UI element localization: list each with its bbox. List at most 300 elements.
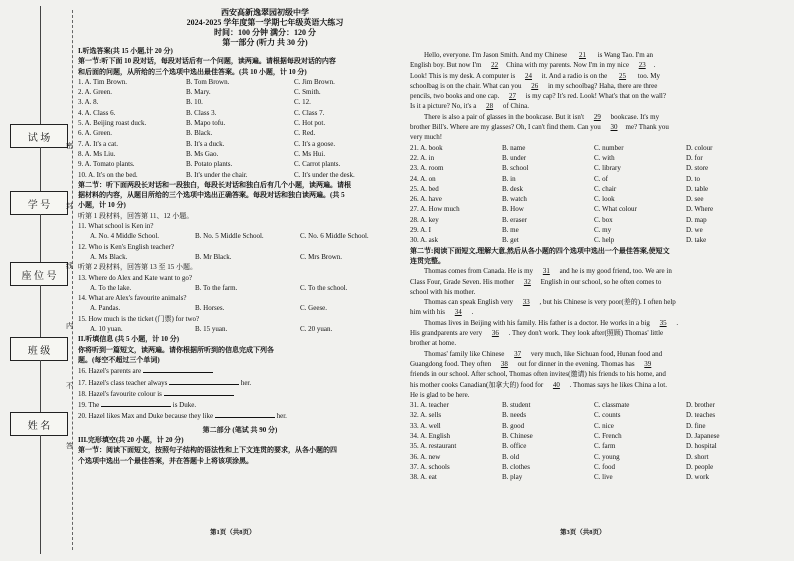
section-title: I.听选答案(共 15 小题,计 20 分) xyxy=(78,47,173,55)
section-directions: 第一节：阅读下面短文，按照句子结构的语法性和上下文连贯的要求，从各小题的四 xyxy=(78,446,337,455)
option[interactable]: C. What colour xyxy=(594,205,637,214)
passage-text: and he is my good friend, too. We are in xyxy=(559,267,672,276)
passage2-line xyxy=(410,277,782,287)
option[interactable]: 28. A. key xyxy=(410,215,439,224)
question-11: 11. What school is Ken in? xyxy=(78,222,154,231)
option[interactable]: 8. A. Ms Liu. xyxy=(78,149,116,158)
option[interactable]: D. brother xyxy=(686,401,715,410)
passage2-line xyxy=(410,369,782,379)
option[interactable]: C. To the school. xyxy=(300,283,348,292)
option-row xyxy=(410,410,782,420)
option[interactable]: 26. A. have xyxy=(410,195,442,204)
blank-number[interactable]: 34 xyxy=(454,308,462,317)
option[interactable]: C. No. 6 Middle School. xyxy=(300,232,369,241)
info-sidebar xyxy=(4,6,70,554)
option[interactable]: C. Jim Brown. xyxy=(294,77,335,86)
seal-char: 不 xyxy=(66,382,73,390)
blank-number[interactable]: 33 xyxy=(522,298,530,307)
option[interactable]: 1. A. Tim Brown. xyxy=(78,77,128,86)
question-row xyxy=(78,97,402,107)
exam-room-field[interactable] xyxy=(10,124,68,148)
option[interactable]: B. Ms Gao. xyxy=(186,149,219,158)
section-directions: 个选项中选出一个最佳答案，并在答题卡上将该项涂黑。 xyxy=(78,456,253,465)
option[interactable]: D. table xyxy=(686,184,709,193)
option[interactable]: C. look xyxy=(594,195,615,204)
passage2-line xyxy=(410,318,782,328)
option[interactable]: C. chair xyxy=(594,184,617,193)
section-directions: 第二节：听下面两段长对话和一段独白，每段长对话和独白后有几个小题，读两遍。请根 xyxy=(78,180,351,189)
exam-header xyxy=(160,8,370,48)
option-row xyxy=(410,215,782,225)
option[interactable]: C. 12. xyxy=(294,98,311,107)
passage2-line xyxy=(410,380,782,390)
options-21-30 xyxy=(410,143,782,246)
seat-number-label: 座 位 号 xyxy=(21,270,57,282)
option[interactable]: D. see xyxy=(686,195,704,204)
passage-text: , but his Chinese is very poor(差的). I often help xyxy=(539,298,676,307)
question-11-options xyxy=(78,231,402,241)
question-20 xyxy=(78,410,402,421)
option[interactable]: C. young xyxy=(594,452,620,461)
passage1-line xyxy=(410,81,782,91)
student-id-label: 学 号 xyxy=(27,199,51,211)
exam-time: 时间：100 分钟 满分：120 分 xyxy=(214,28,316,37)
option[interactable]: B. Mr Black. xyxy=(195,252,232,261)
passage2-line xyxy=(410,328,782,338)
passage-text: Thomas' family like Chinese xyxy=(424,349,505,358)
question-row xyxy=(78,170,402,180)
question-14-options xyxy=(78,303,402,313)
section-directions: 题。(每空不超过三个单词) xyxy=(78,355,160,364)
section-directions: 你将听到一篇短文，读两遍。请你根据所听到的信息完成下列各 xyxy=(78,345,274,354)
option[interactable]: D. Japanese xyxy=(686,431,720,440)
option[interactable]: D. short xyxy=(686,452,709,461)
option[interactable]: A. Pandas. xyxy=(90,304,121,313)
passage-text: too. My xyxy=(637,71,660,80)
passage2-line xyxy=(410,349,782,359)
option[interactable]: D. map xyxy=(686,215,707,224)
passage1-line: English boy. But now I'm 22 China with my parents. Now I'm in my nice 23 . xyxy=(410,61,656,70)
option[interactable]: 4. A. Class 6. xyxy=(78,108,116,117)
option[interactable]: 29. A. I xyxy=(410,226,431,235)
question-row xyxy=(78,87,402,97)
sidebar-line xyxy=(40,214,41,262)
option[interactable]: C. French xyxy=(594,431,622,440)
blank-number[interactable]: 29 xyxy=(593,112,601,121)
passage1-line xyxy=(410,122,782,132)
option[interactable]: D. work xyxy=(686,473,709,482)
section-title: II.听填信息 (共 5 小题，计 10 分) xyxy=(78,335,180,344)
passage-text: . xyxy=(676,318,679,327)
option[interactable]: B. eraser xyxy=(502,215,527,224)
question-row xyxy=(78,159,402,169)
option-row xyxy=(410,235,782,245)
option[interactable]: C. box xyxy=(594,215,613,224)
option[interactable]: 35. A. restaurant xyxy=(410,442,457,451)
question-17 xyxy=(78,377,402,388)
seal-line-text xyxy=(66,116,74,476)
passage2-line xyxy=(410,297,782,307)
section-directions: 第一节:听下面 10 段对话，每段对话后有一个问题，读两遍。请根据每段对话的内容 xyxy=(78,57,336,66)
option[interactable]: C. 20 yuan. xyxy=(300,325,333,334)
option[interactable]: A. Ms Black. xyxy=(90,252,128,261)
option[interactable]: B. Tom Brown. xyxy=(186,77,230,86)
option[interactable]: C. nice xyxy=(594,421,614,430)
option[interactable]: D. fine xyxy=(686,421,706,430)
option[interactable]: 36. A. new xyxy=(410,452,441,461)
blank-number[interactable]: 27 xyxy=(508,92,516,101)
option[interactable]: 10. A. It's on the bed. xyxy=(78,170,138,179)
option[interactable]: C. Smith. xyxy=(294,88,321,97)
blank-number[interactable]: 21 xyxy=(578,51,586,59)
option[interactable]: D. take xyxy=(686,236,707,245)
option[interactable]: 27. A. How much xyxy=(410,205,460,214)
option[interactable]: C. my xyxy=(594,226,612,235)
option[interactable]: 5. A. Beijing roast duck. xyxy=(78,119,147,128)
name-label: 姓 名 xyxy=(27,420,51,432)
page-footer-right: 第3页（共8页） xyxy=(560,529,606,536)
question-16 xyxy=(78,365,402,376)
option[interactable]: D. people xyxy=(686,462,714,471)
option[interactable]: B. clothes xyxy=(502,462,530,471)
seat-number-field[interactable] xyxy=(10,262,68,286)
passage-text: in my schoolbag? Haha, there are three xyxy=(547,81,658,90)
blank-number[interactable]: 23 xyxy=(638,61,646,70)
passage-text: pencils, two books and one cap. xyxy=(410,92,500,101)
option[interactable]: B. Class 3. xyxy=(186,108,217,117)
answer-blank[interactable] xyxy=(215,410,275,418)
seal-char: 密 xyxy=(66,142,73,150)
passage-text: English boy. But now I'm xyxy=(410,61,482,70)
exam-title: 2024-2025 学年度第一学期七年级英语大练习 xyxy=(186,18,344,27)
passage2-line xyxy=(410,359,782,369)
option[interactable]: 6. A. Green. xyxy=(78,129,113,138)
option[interactable]: D. Where xyxy=(686,205,714,214)
answer-blank[interactable] xyxy=(101,399,171,407)
section-title: III.完形填空(共 20 小题，计 20 分) xyxy=(78,435,184,444)
option[interactable]: C. number xyxy=(594,143,624,152)
option-row xyxy=(410,462,782,472)
option[interactable]: B. school xyxy=(502,164,529,173)
option[interactable]: 25. A. bed xyxy=(410,184,439,193)
option[interactable]: C. Geese. xyxy=(300,304,328,313)
option[interactable]: 34. A. English xyxy=(410,431,451,440)
passage2-line xyxy=(410,390,782,400)
option[interactable]: B. Mary. xyxy=(186,88,211,97)
option[interactable]: B. Potato plants. xyxy=(186,160,233,169)
option[interactable]: D. colour xyxy=(686,143,713,152)
answer-blank[interactable] xyxy=(169,377,239,385)
blank-number[interactable]: 25 xyxy=(619,71,627,80)
question-text: is Duke. xyxy=(172,401,197,410)
option-row xyxy=(410,441,782,451)
option[interactable]: C. It's a goose. xyxy=(294,139,336,148)
option-row xyxy=(410,143,782,153)
question-row xyxy=(78,149,402,159)
passage-text: Class Four, Grade Seven. His mother xyxy=(410,277,515,286)
passage-text: Look! This is my desk. A computer is xyxy=(410,71,516,80)
passage-text: There is also a pair of glasses in the bookcase. But it isn't xyxy=(424,112,585,121)
option[interactable]: C. Hot pot. xyxy=(294,119,326,128)
question-row xyxy=(78,139,402,149)
passage2-line xyxy=(410,287,782,297)
section-directions: 和后面的问题，从所给的三个选项中选出最佳答案。(共 10 小题，计 10 分) xyxy=(78,67,307,76)
option-row xyxy=(410,163,782,173)
option[interactable]: C. Carrot plants. xyxy=(294,160,341,169)
question-row xyxy=(78,128,402,138)
option[interactable]: 30. A. ask xyxy=(410,236,438,245)
name-field[interactable] xyxy=(10,412,68,436)
question-18 xyxy=(78,388,402,399)
option-row xyxy=(410,174,782,184)
blank-number[interactable]: 30 xyxy=(610,123,618,132)
option[interactable]: B. Black. xyxy=(186,129,213,138)
answer-blank[interactable] xyxy=(164,388,234,396)
class-label: 班 级 xyxy=(27,345,51,357)
option[interactable]: 2. A. Green. xyxy=(78,88,113,97)
option[interactable]: B. It's a duck. xyxy=(186,139,225,148)
seal-char: 内 xyxy=(66,322,73,330)
passage-text: school with his mother. xyxy=(410,287,476,296)
passage-text: him with his xyxy=(410,308,446,317)
option[interactable]: A. To the lake. xyxy=(90,283,132,292)
option[interactable]: B. No. 5 Middle School. xyxy=(195,232,264,241)
option-row xyxy=(410,421,782,431)
section-directions: 第二节:阅读下面短文,理解大意,然后从各小题的四个选项中选出一个最佳答案,使短文 xyxy=(410,246,670,255)
blank-number[interactable]: 40 xyxy=(552,380,560,389)
seal-char: 线 xyxy=(66,262,73,270)
option[interactable]: B. old xyxy=(502,452,520,461)
option[interactable]: D. teaches xyxy=(686,411,716,420)
section-directions: 小题，计 10 分) xyxy=(78,201,126,210)
passage-text: friends in our school. After school, Thomas often invites(邀请) his friends to his home, and xyxy=(410,370,666,379)
option[interactable]: B. Mapo tofu. xyxy=(186,119,226,128)
passage-text: his mother cooks Canadian(加拿大的) food for xyxy=(410,380,544,389)
option-row xyxy=(410,204,782,214)
question-13-options xyxy=(78,283,402,293)
option[interactable]: C. farm xyxy=(594,442,616,451)
option-row xyxy=(410,472,782,482)
option[interactable]: B. get xyxy=(502,236,519,245)
option[interactable]: B. in xyxy=(502,174,516,183)
option[interactable]: B. play xyxy=(502,473,523,482)
question-row xyxy=(78,108,402,118)
exam-room-label: 试 场 xyxy=(27,132,51,144)
option[interactable]: C. It's under the desk. xyxy=(294,170,355,179)
option[interactable]: A. 10 yuan. xyxy=(90,325,123,334)
blank-number[interactable]: 39 xyxy=(644,359,652,368)
option[interactable]: B. To the farm. xyxy=(195,283,238,292)
blank-number[interactable]: 38 xyxy=(500,359,508,368)
option[interactable]: B. office xyxy=(502,442,527,451)
question-list-1-10 xyxy=(78,77,402,180)
question-text: 18. Hazel's favourite colour is xyxy=(78,389,162,398)
class-field[interactable] xyxy=(10,337,68,361)
option-row xyxy=(410,225,782,235)
options-31-38 xyxy=(410,400,782,482)
passage2-line xyxy=(410,307,782,317)
passage-text: Thomas lives in Beijing with his family. His father is a doctor. He works in a big xyxy=(424,318,650,327)
question-text: her. xyxy=(240,378,252,387)
option[interactable]: 9. A. Tomato plants. xyxy=(78,160,135,169)
passage-text: English in our school, so he often comes to xyxy=(540,277,662,286)
option[interactable]: B. How xyxy=(502,205,524,214)
option[interactable]: C. food xyxy=(594,462,615,471)
option[interactable]: C. counts xyxy=(594,411,621,420)
blank-number[interactable]: 32 xyxy=(523,277,531,286)
question-text: her. xyxy=(276,412,287,421)
option[interactable]: D. hospital xyxy=(686,442,717,451)
option[interactable]: C. with xyxy=(594,153,615,162)
option[interactable]: 38. A. eat xyxy=(410,473,437,482)
question-row xyxy=(78,77,402,87)
option[interactable]: D. for xyxy=(686,153,703,162)
option[interactable]: A. No. 4 Middle School. xyxy=(90,232,160,241)
passage-text: He is glad to be here. xyxy=(410,390,470,399)
option[interactable]: B. Horses. xyxy=(195,304,225,313)
option[interactable]: C. Ms Hui. xyxy=(294,149,326,158)
blank-number[interactable]: 35 xyxy=(659,318,667,327)
option[interactable]: B. desk xyxy=(502,184,523,193)
option[interactable]: 21. A. book xyxy=(410,143,443,152)
passage-text: Hello, everyone. I'm Jason Smith. And my Chinese xyxy=(424,51,568,59)
passage-text: Guangdong food. They often xyxy=(410,359,492,368)
sidebar-line xyxy=(40,360,41,412)
option[interactable]: 22. A. in xyxy=(410,153,435,162)
passage-text: Thomas comes from Canada. He is my xyxy=(424,267,534,276)
blank-number[interactable]: 26 xyxy=(531,81,539,90)
option[interactable]: D. store xyxy=(686,164,709,173)
option[interactable]: B. good xyxy=(502,421,525,430)
passage1-line xyxy=(410,71,782,81)
question-14: 14. What are Alex's favourite animals? xyxy=(78,294,187,303)
option[interactable]: 32. A. sells xyxy=(410,411,442,420)
passage1-line xyxy=(410,91,782,101)
option[interactable]: C. Class 7. xyxy=(294,108,325,117)
school-name: 西安高新逸翠园初级中学 xyxy=(221,8,309,17)
option[interactable]: C. library xyxy=(594,164,621,173)
blank-number[interactable]: 37 xyxy=(514,349,522,358)
blank-number[interactable]: 31 xyxy=(542,267,550,276)
question-text: 17. Hazel's class teacher always xyxy=(78,378,168,387)
question-19 xyxy=(78,399,402,410)
passage-text: is Wang Tao. I'm an xyxy=(597,51,654,59)
page-footer-left: 第1页（共8页） xyxy=(210,529,256,536)
option[interactable]: B. watch xyxy=(502,195,527,204)
seal-char: 答 xyxy=(66,442,73,450)
passage-text: Thomas can speak English very xyxy=(424,298,514,307)
question-text: 16. Hazel's parents are xyxy=(78,367,142,376)
option[interactable]: 7. A. It's a cat. xyxy=(78,139,118,148)
option[interactable]: C. help xyxy=(594,236,615,245)
question-row xyxy=(78,118,402,128)
option-row xyxy=(410,153,782,163)
option[interactable]: 31. A. teacher xyxy=(410,401,449,410)
passage2-line xyxy=(410,266,782,276)
passage1-line xyxy=(410,112,782,122)
passage-text: is my cap? It's red. Look! What's that on the wall? xyxy=(525,92,666,101)
passage-text: . Thomas says he likes China a lot. xyxy=(569,380,667,389)
option[interactable]: B. student xyxy=(502,401,531,410)
question-text: 20. Hazel likes Max and Duke because they like xyxy=(78,412,214,421)
option[interactable]: D. to xyxy=(686,174,700,183)
passage-text: brother at home. xyxy=(410,339,457,348)
passage-text: schoolbag is on the chair. What can you xyxy=(410,81,522,90)
blank-number[interactable]: 36 xyxy=(491,329,499,338)
passage-text: . xyxy=(471,308,474,317)
option[interactable]: C. Mrs Brown. xyxy=(300,252,343,261)
option[interactable]: 3. A. 8. xyxy=(78,98,99,107)
student-id-field[interactable] xyxy=(10,191,68,215)
passage-text: me? Thank you xyxy=(625,123,669,132)
passage-text: bookcase. It's my xyxy=(610,112,660,121)
option[interactable]: B. me xyxy=(502,226,519,235)
passage1-line xyxy=(410,50,782,60)
option[interactable]: B. 10. xyxy=(186,98,203,107)
option[interactable]: B. Chinese xyxy=(502,431,533,440)
option-row xyxy=(410,452,782,462)
passage2-line xyxy=(410,338,782,348)
option-row xyxy=(410,400,782,410)
option[interactable]: 33. A. well xyxy=(410,421,441,430)
passage-text: very much! xyxy=(410,133,443,142)
option[interactable]: B. needs xyxy=(502,411,527,420)
option[interactable]: D. we xyxy=(686,226,703,235)
passage-text: Is it a picture? No, it's a xyxy=(410,102,477,111)
option[interactable]: B. under xyxy=(502,153,527,162)
passage-text: of China. xyxy=(502,102,529,111)
part-one-title: 第一部分 (听力 共 30 分) xyxy=(222,38,308,47)
material-note: 听第 1 段材料，回答第 11、12 小题。 xyxy=(78,211,194,220)
option[interactable]: B. It's under the chair. xyxy=(186,170,248,179)
passage-text: His grandparents are very xyxy=(410,329,483,338)
sidebar-line xyxy=(40,435,41,554)
option[interactable]: C. classmate xyxy=(594,401,630,410)
answer-blank[interactable] xyxy=(143,365,213,373)
sidebar-line xyxy=(40,147,41,191)
blank-number[interactable]: 24 xyxy=(525,71,533,80)
passage-text: very much, like Sichuan food, Hunan food and xyxy=(530,349,663,358)
passage2 xyxy=(410,266,782,400)
sidebar-line xyxy=(40,6,41,124)
question-text: 19. The xyxy=(78,401,100,410)
option-row xyxy=(410,184,782,194)
option[interactable]: 23. A. room xyxy=(410,164,444,173)
option[interactable]: B. name xyxy=(502,143,526,152)
question-15: 15. How much is the ticket (门票) for two? xyxy=(78,314,200,323)
passage1-line xyxy=(410,101,782,111)
passage-text: it. And a radio is on the xyxy=(541,71,608,80)
option[interactable]: 37. A. schools xyxy=(410,462,450,471)
question-12-options xyxy=(78,252,402,262)
left-page xyxy=(78,46,402,466)
blank-number[interactable]: 28 xyxy=(486,102,494,111)
option[interactable]: B. 15 yuan. xyxy=(195,325,228,334)
sidebar-line xyxy=(40,285,41,337)
question-12: 12. Who is Ken's English teacher? xyxy=(78,242,174,251)
section-directions: 据材料的内容，从题目所给的三个选项中选出正确答案。每段对话和独白读两遍。(共 5 xyxy=(78,191,345,200)
passage-text: China with my parents. Now I'm in my nice xyxy=(506,61,629,70)
option[interactable]: C. live xyxy=(594,473,613,482)
material-note: 听第 2 段材料，回答第 13 至 15 小题。 xyxy=(78,263,197,272)
option-row xyxy=(410,194,782,204)
option[interactable]: 24. A. on xyxy=(410,174,436,183)
option[interactable]: C. of xyxy=(594,174,608,183)
option[interactable]: C. Red. xyxy=(294,129,316,138)
question-13: 13. Where do Alex and Kate want to go? xyxy=(78,273,192,282)
blank-number[interactable]: 22 xyxy=(491,61,499,70)
option-row xyxy=(410,431,782,441)
